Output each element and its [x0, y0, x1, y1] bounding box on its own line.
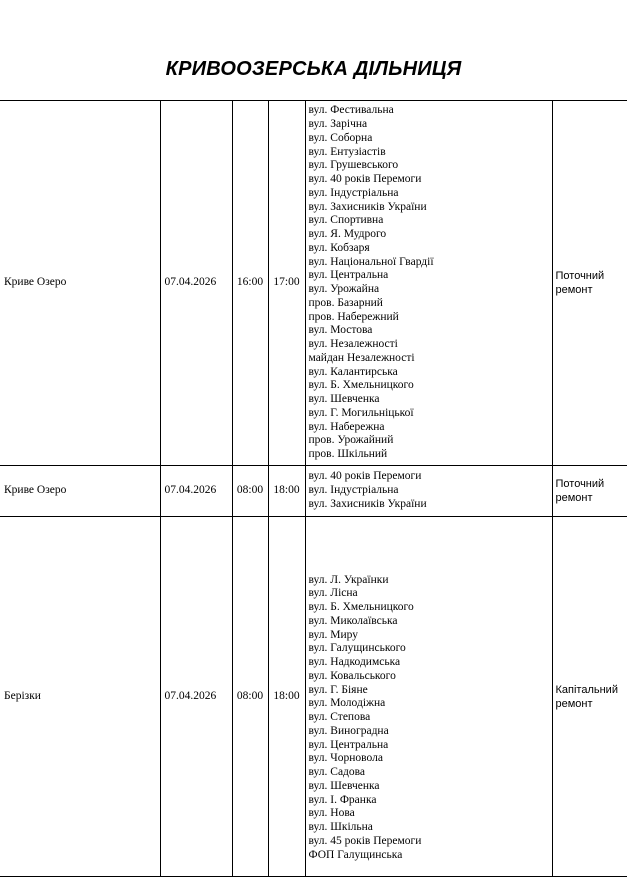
street-item: вул. Захисників України	[308, 497, 427, 510]
street-item: вул. Центральна	[308, 269, 389, 282]
street-item: вул. Чорновола	[308, 752, 383, 765]
table-row	[0, 101, 627, 466]
start-time-cell: 16:00	[232, 101, 268, 466]
end-time-cell: 17:00	[268, 101, 305, 466]
street-item: вул. 45 років Перемоги	[308, 834, 422, 847]
street-item: вул. Виноградна	[308, 724, 389, 737]
street-item: вул. Миру	[308, 628, 358, 641]
work-type-line-1: Поточний	[555, 478, 605, 490]
street-item: вул. Садова	[308, 766, 366, 779]
table-row	[0, 517, 627, 877]
date-cell: 07.04.2026	[160, 101, 232, 466]
work-type-line-1: Поточний	[555, 270, 605, 282]
end-time-cell: 18:00	[268, 466, 305, 517]
work-type-line-2: ремонт	[555, 284, 593, 296]
end-time-cell: 18:00	[268, 517, 305, 877]
street-item: вул. Соборна	[308, 131, 373, 144]
street-list	[309, 104, 549, 462]
street-item: вул. Фестивальна	[308, 104, 394, 117]
street-item: вул. Набережна	[308, 420, 385, 433]
work-type-cell	[552, 517, 627, 877]
street-item: вул. 40 років Перемоги	[308, 173, 422, 185]
location-cell: Берізки	[0, 517, 160, 877]
street-item: вул. Урожайна	[308, 283, 380, 295]
date-cell: 07.04.2026	[160, 517, 232, 877]
work-type-cell	[552, 101, 627, 466]
location-cell: Криве Озеро	[0, 101, 160, 466]
street-item: вул. Галущинського	[308, 642, 406, 655]
street-item: вул. Ентузіастів	[308, 145, 386, 158]
street-item: майдан Незалежності	[308, 351, 415, 364]
street-item: вул. Б. Хмельницкого	[308, 379, 414, 392]
streets-cell	[305, 517, 552, 877]
date-cell: 07.04.2026	[160, 466, 232, 517]
street-item: вул. Надкодимська	[308, 656, 401, 669]
location-cell: Криве Озеро	[0, 466, 160, 517]
street-item: вул. Миколаївська	[308, 614, 398, 627]
outage-schedule-table	[0, 100, 627, 877]
street-item: вул. Шевченка	[308, 393, 380, 405]
start-time-cell: 08:00	[232, 517, 268, 877]
street-item: пров. Базарний	[308, 296, 383, 309]
street-item: вул. Зарічна	[308, 118, 368, 130]
street-item: вул. Шевченка	[308, 779, 380, 792]
street-item: ФОП Галущинська	[308, 848, 403, 861]
street-item: вул. Грушевського	[308, 159, 399, 172]
street-item: вул. Молодіжна	[308, 697, 386, 710]
street-item: вул. 40 років Перемоги	[308, 470, 422, 483]
street-item: вул. Центральна	[308, 738, 389, 751]
street-list	[309, 574, 549, 863]
street-item: вул. Захисників України	[308, 200, 427, 213]
street-item: вул. Національної Гвардії	[308, 255, 434, 268]
street-item: вул. Г. Могильніцької	[308, 406, 414, 419]
work-type-line-2: ремонт	[555, 697, 593, 710]
street-item: вул. Г. Біяне	[308, 683, 368, 696]
street-item: вул. Б. Хмельницкого	[308, 601, 414, 614]
street-item: вул. Л. Українки	[308, 573, 389, 586]
street-item: вул. Індустріальна	[308, 484, 399, 497]
work-type-line-1: Капітальний	[555, 683, 618, 696]
start-time-cell: 08:00	[232, 466, 268, 517]
street-item: вул. Шкільна	[308, 821, 373, 834]
street-item: вул. Калантирська	[308, 365, 398, 378]
street-item: вул. Лісна	[308, 587, 358, 600]
page-title: КРИВООЗЕРСЬКА ДІЛЬНИЦЯ	[165, 58, 462, 80]
streets-cell	[305, 466, 552, 517]
street-item: вул. Степова	[308, 711, 371, 724]
work-type-cell	[552, 466, 627, 517]
street-item: вул. І. Франка	[308, 793, 377, 806]
work-type-line-2: ремонт	[555, 492, 593, 504]
street-item: пров. Набережний	[308, 310, 399, 323]
street-item: вул. Я. Мудрого	[308, 228, 387, 240]
street-item: вул. Мостова	[308, 324, 373, 337]
street-item: вул. Індустріальна	[308, 186, 399, 199]
street-item: вул. Спортивна	[308, 214, 384, 227]
street-item: вул. Ковальського	[308, 669, 396, 682]
streets-cell	[305, 101, 552, 466]
street-item: вул. Нова	[308, 807, 355, 820]
table-row	[0, 466, 627, 517]
street-item: вул. Кобзаря	[308, 241, 370, 254]
street-item: пров. Шкільний	[308, 448, 388, 460]
street-item: пров. Урожайний	[308, 434, 394, 447]
street-list	[309, 470, 549, 511]
street-item: вул. Незалежності	[308, 338, 398, 350]
